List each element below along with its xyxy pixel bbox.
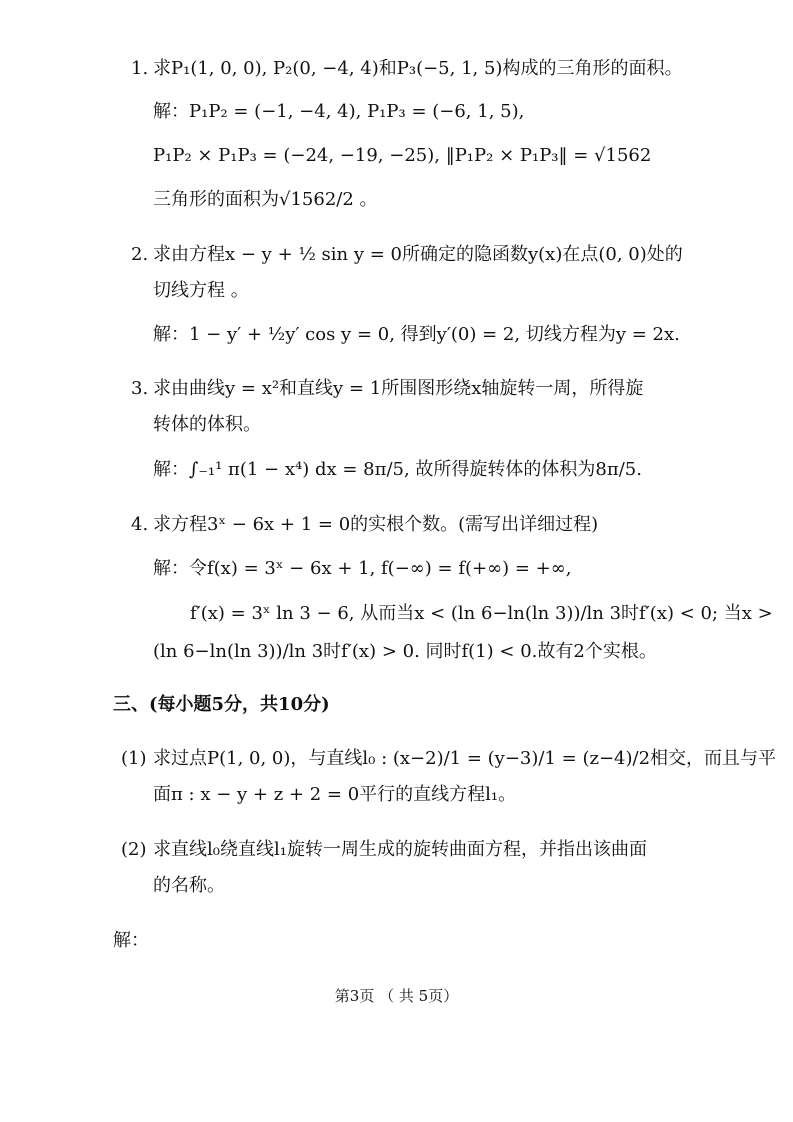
- q1-solution-line2: P₁P₂ × P₁P₃ = (−24, −19, −25), ‖P₁P₂ × P₁P₃‖ = √1562: [153, 145, 652, 166]
- q3-solution: 解：∫₋₁¹ π(1 − x⁴) dx = 8π/5, 故所得旋转体的体积为8π/5.: [153, 459, 642, 480]
- q3-text-line1: 求由曲线y = x²和直线y = 1所围图形绕x轴旋转一周，所得旋: [153, 378, 644, 399]
- q4-solution-line2: f′(x) = 3ˣ ln 3 − 6, 从而当x < (ln 6−ln(ln 3))/ln 3时f′(x) < 0; 当x >: [190, 603, 773, 624]
- section3-p2-number: (2): [121, 839, 147, 860]
- q2-text-line2: 切线方程 。: [153, 280, 249, 301]
- q2-text-line1: 求由方程x − y + ½ sin y = 0所确定的隐函数y(x)在点(0, 0)处的: [153, 244, 683, 265]
- q1-solution-line1: 解：P₁P₂ = (−1, −4, 4), P₁P₃ = (−6, 1, 5),: [153, 101, 525, 122]
- section3-p1-text-line1: 求过点P(1, 0, 0)，与直线l₀ : (x−2)/1 = (y−3)/1 = (z−4)/2相交，而且与平: [153, 748, 777, 769]
- q4-number: 4.: [131, 514, 149, 535]
- section3-heading: 三、(每小题5分，共10分): [113, 694, 330, 715]
- q4-text: 求方程3ˣ − 6x + 1 = 0的实根个数。(需写出详细过程): [153, 514, 599, 535]
- q1-solution-line3: 三角形的面积为√1562/2 。: [153, 189, 378, 210]
- section3-p1-text-line2: 面π : x − y + z + 2 = 0平行的直线方程l₁。: [153, 784, 517, 805]
- q2-solution: 解：1 − y′ + ½y′ cos y = 0, 得到y′(0) = 2, 切线方程为y = 2x.: [153, 324, 680, 345]
- page-footer: 第3页 （ 共 5页）: [334, 987, 459, 1005]
- answer-label: 解：: [113, 930, 149, 951]
- section3-p2-text-line2: 的名称。: [153, 875, 225, 896]
- q2-number: 2.: [131, 244, 149, 265]
- q3-text-line2: 转体的体积。: [153, 414, 261, 435]
- section3-p1-number: (1): [121, 748, 147, 769]
- q4-solution-line1: 解：令f(x) = 3ˣ − 6x + 1, f(−∞) = f(+∞) = +∞,: [153, 558, 572, 579]
- q4-solution-line3: (ln 6−ln(ln 3))/ln 3时f′(x) > 0. 同时f(1) < 0.故有2个实根。: [153, 641, 657, 662]
- q1-text: 求P₁(1, 0, 0), P₂(0, −4, 4)和P₃(−5, 1, 5)构成的三角形的面积。: [153, 58, 683, 79]
- section3-p2-text-line1: 求直线l₀绕直线l₁旋转一周生成的旋转曲面方程，并指出该曲面: [153, 839, 647, 860]
- q3-number: 3.: [131, 378, 149, 399]
- q1-number: 1.: [131, 58, 149, 79]
